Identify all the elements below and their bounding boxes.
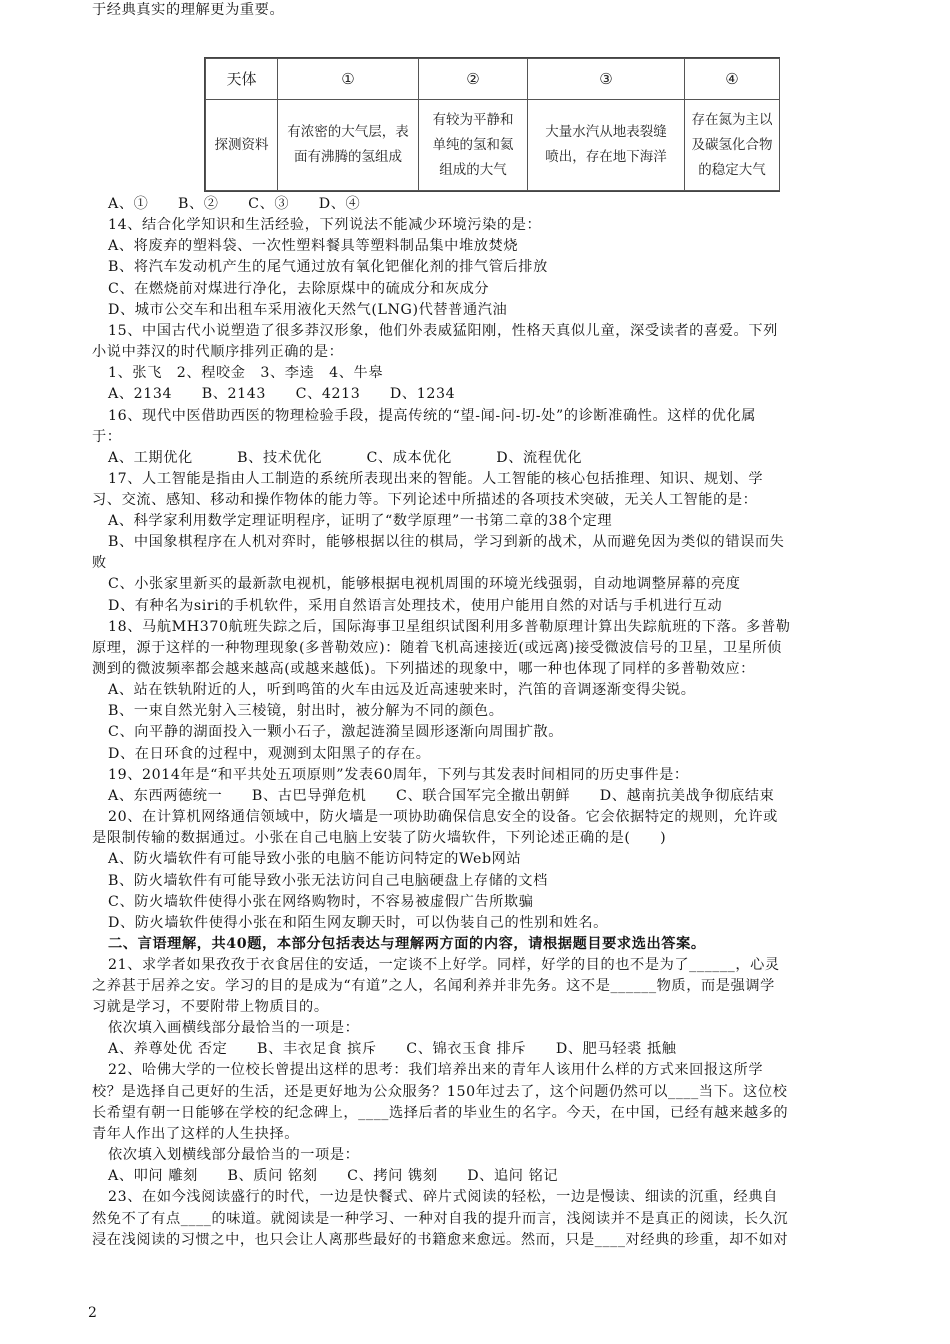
table-cell-line: 有浓密的大气层，表 (287, 124, 409, 140)
text-line: 小说中莽汉的时代顺序排列正确的是： (92, 344, 344, 360)
text-line: A、养尊处优 否定 B、丰衣足食 摈斥 C、锦衣玉食 排斥 D、肥马轻裘 抵触 (108, 1041, 677, 1057)
text-line: 16、现代中医借助西医的物理检验手段，提高传统的“望-闻-问-切-处”的诊断准确性。这样的优化属 (108, 408, 757, 424)
text-line: 之养甚于居养之安。学习的目的是成为“有道”之人，名闻利养并非先务。这不是______物质，而是强调学 (92, 978, 775, 994)
text-line: C、小张家里新买的最新款电视机，能够根据电视机周围的环境光线强弱，自动地调整屏幕的亮度 (108, 576, 741, 592)
probe-data-table (205, 58, 780, 191)
text-line: 原理，源于这样的一种物理现象(多普勒效应)：随着飞机高速接近(或远离)接受微波信号的卫星，卫星所侦 (92, 640, 782, 656)
text-line: C、在燃烧前对煤进行净化，去除原煤中的硫成分和灰成分 (108, 281, 490, 297)
text-line: 15、中国古代小说塑造了很多莽汉形象，他们外表威猛阳刚，性格天真似儿童，深受读者的喜爱。下列 (108, 323, 778, 339)
table-cell (685, 100, 780, 191)
text-line: 22、哈佛大学的一位校长曾提出这样的思考：我们培养出来的青年人该用什么样的方式来回报这所学 (108, 1062, 764, 1078)
table-header-cell: ③ (528, 59, 685, 100)
text-line: A、东西两德统一 B、古巴导弹危机 C、联合国军完全撤出朝鲜 D、越南抗美战争彻底结束 (108, 788, 775, 804)
table-header-cell: ① (278, 59, 419, 100)
table-cell (528, 100, 685, 191)
table-cell-line: 有较为平静和 (432, 111, 514, 128)
text-line: B、中国象棋程序在人机对弈时，能够根据以往的棋局，学习到新的战术，从而避免因为类似的错误而失 (108, 534, 785, 550)
table-cell-line: 面有沸腾的氢组成 (294, 149, 402, 165)
text-line: 于经典真实的理解更为重要。 (92, 2, 285, 18)
text-line: 1、张飞 2、程咬金 3、李逵 4、牛皋 (108, 365, 384, 381)
text-line: 是限制传输的数据通过。小张在自己电脑上安装了防火墙软件，下列论述正确的是( ) (92, 830, 667, 846)
text-line: C、防火墙软件使得小张在网络购物时，不容易被虚假广告所欺骗 (108, 894, 534, 910)
text-line: D、在日环食的过程中，观测到太阳黑子的存在。 (108, 746, 431, 762)
text-line: 青年人作出了这样的人生抉择。 (92, 1126, 300, 1142)
table-cell-line: 组成的大气 (439, 161, 507, 178)
table-cell (419, 100, 528, 191)
text-line: 习、交流、感知、移动和操作物体的能力等。下列论述中所描述的各项技术突破，无关人工智能的是： (92, 492, 758, 508)
text-line: 败 (92, 555, 107, 571)
text-line: 然免不了有点____的味道。就阅读是一种学习、一种对自我的提升而言，浅阅读并不是真正的阅读，长久沉 (92, 1211, 789, 1227)
table-cell-line: 单纯的氢和氦 (432, 136, 514, 153)
text-line: 19、2014年是“和平共处五项原则”发表60周年，下列与其发表时间相同的历史事件是： (108, 767, 689, 783)
text-line: A、叩问 雕刻 B、质问 铭刻 C、拷问 镌刻 D、追问 铭记 (108, 1168, 559, 1184)
page-number: 2 (88, 1305, 97, 1321)
table-cell (278, 100, 419, 191)
table-header-cell: ② (419, 59, 528, 100)
text-line: 14、结合化学知识和生活经验，下列说法不能减少环境污染的是： (108, 217, 542, 233)
text-line: 依次填入画横线部分最恰当的一项是： (108, 1020, 360, 1036)
text-line: 20、在计算机网络通信领域中，防火墙是一项协助确保信息安全的设备。它会依据特定的规则，允许或 (108, 809, 778, 825)
text-line: 校？是选择自己更好的生活，还是更好地为公众服务？150年过去了，这个问题仍然可以____当下。这位校 (92, 1084, 788, 1100)
text-line: 依次填入划横线部分最恰当的一项是： (108, 1147, 360, 1163)
text-line: 17、人工智能是指由人工制造的系统所表现出来的智能。人工智能的核心包括推理、知识、规划、学 (108, 471, 764, 487)
table-cell-line: 存在氮为主以 (691, 111, 773, 128)
table-cell-line: 喷出，存在地下海洋 (545, 149, 667, 165)
text-line: A、2134 B、2143 C、4213 D、1234 (108, 386, 456, 402)
table-cell-line: 及碳氢化合物 (691, 136, 773, 153)
text-line: A、站在铁轨附近的人，听到鸣笛的火车由远及近高速驶来时，汽笛的音调逐渐变得尖锐。 (108, 682, 696, 698)
text-line: D、防火墙软件使得小张在和陌生网友聊天时，可以伪装自己的性别和姓名。 (108, 915, 608, 931)
text-line: 习就是学习，不要附带上物质目的。 (92, 999, 329, 1015)
text-line: A、防火墙软件有可能导致小张的电脑不能访问特定的Web网站 (108, 851, 522, 867)
text-line: 18、马航MH370航班失踪之后，国际海事卫星组织试图利用多普勒原理计算出失踪航班的下落。多普勒 (108, 619, 791, 635)
section-heading: 二、言语理解，共40题，本部分包括表达与理解两方面的内容，请根据题目要求选出答案。 (108, 936, 706, 952)
table-row-label: 探测资料 (206, 100, 278, 191)
text-line: A、将废弃的塑料袋、一次性塑料餐具等塑料制品集中堆放焚烧 (108, 238, 519, 254)
text-line: C、向平静的湖面投入一颗小石子，激起涟漪呈圆形逐渐向周围扩散。 (108, 724, 564, 740)
text-line: B、防火墙软件有可能导致小张无法访问自己电脑硬盘上存储的文档 (108, 873, 548, 889)
text-line: 23、在如今浅阅读盛行的时代，一边是快餐式、碎片式阅读的轻松，一边是慢读、细读的沉重，经典自 (108, 1189, 778, 1205)
text-line: 21、求学者如果孜孜于衣食居住的安适，一定谈不上好学。同样，好学的目的也不是为了______，心灵 (108, 957, 780, 973)
table-cell-line: 大量水汽从地表裂缝 (545, 124, 667, 140)
text-line: A、科学家利用数学定理证明程序，证明了“数学原理”一书第二章的38个定理 (108, 513, 613, 529)
text-line: 长希望有朝一日能够在学校的纪念碑上，____选择后者的毕业生的名字。今天，在中国，已经有越来越多的 (92, 1105, 789, 1121)
text-line: A、① B、② C、③ D、④ (108, 196, 361, 212)
table-row (206, 100, 780, 191)
text-line: B、一束自然光射入三棱镜，射出时，被分解为不同的颜色。 (108, 703, 504, 719)
table-header-cell: 天体 (206, 59, 278, 100)
table-header-row (206, 59, 780, 100)
table-cell-line: 的稳定大气 (698, 161, 766, 178)
probe-data-table-image (204, 57, 780, 192)
text-line: B、将汽车发动机产生的尾气通过放有氧化钯催化剂的排气管后排放 (108, 259, 548, 275)
text-line: 测到的微波频率都会越来越高(或越来越低)。下列描述的现象中，哪一种也体现了同样的多普勒效应： (92, 661, 755, 677)
table-header-cell: ④ (685, 59, 780, 100)
text-line: 于： (92, 429, 122, 445)
text-line: D、有种名为siri的手机软件，采用自然语言处理技术，使用户能用自然的对话与手机进行互动 (108, 598, 723, 614)
text-line: D、城市公交车和出租车采用液化天然气(LNG)代替普通汽油 (108, 302, 508, 318)
text-line: 浸在浅阅读的习惯之中，也只会让人离那些最好的书籍愈来愈远。然而，只是____对经典的珍重，却不如对 (92, 1232, 789, 1248)
text-line: A、工期优化 B、技术优化 C、成本优化 D、流程优化 (108, 450, 583, 466)
